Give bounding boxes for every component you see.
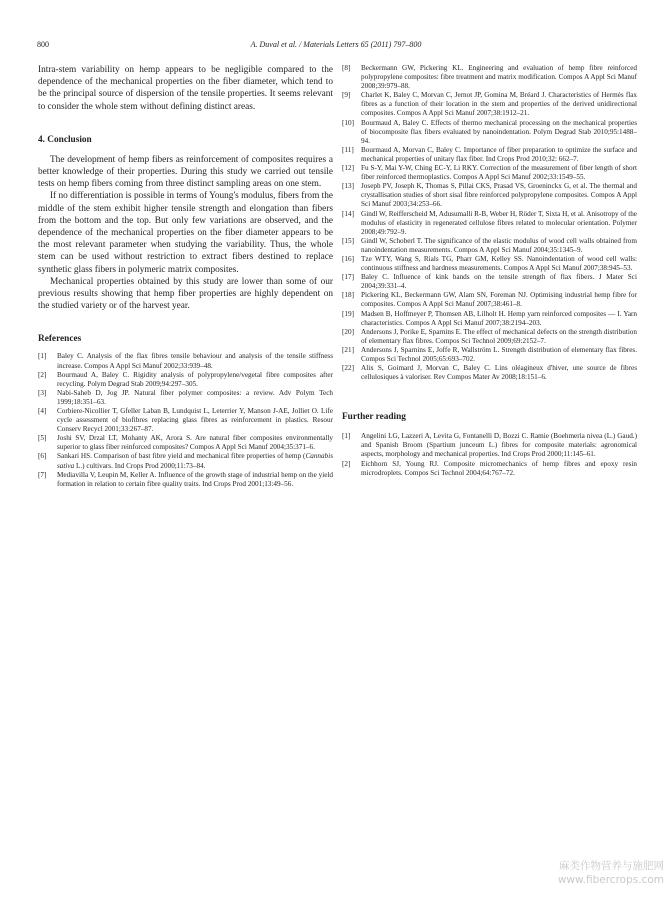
- references-list-right: [342, 64, 637, 382]
- reference-text: Corbiere-Nicollier T, Gfeller Laban B, Lundquist L, Leterrier Y, Manson J-AE, Jolliet O. Life cycle assessment of biofibres replacing glass fibres as reinforcement in plastics. Resour Conserv Recycl 2001;33:267–87.: [57, 407, 333, 434]
- reference-text: Joseph PV, Joseph K, Thomas S, Pillai CKS, Prasad VS, Groeninckx G, et al. The thermal and crystallisation studies of short sisal fibre reinforced polypropylene composites. Compos A Appl Sci Manuf 2003;34:253–66.: [361, 182, 637, 209]
- reference-text: Beckermann GW, Pickering KL. Engineering and evaluation of hemp fibre reinforced polypropylene composites: fibre treatment and matrix modification. Compos A Appl Sci Manuf 2008;39:979–88.: [361, 64, 637, 91]
- reference-number: [4]: [38, 407, 47, 416]
- reference-item: [342, 291, 637, 309]
- page-number: 800: [37, 40, 49, 49]
- reference-text: Alix S, Goimard J, Morvan C, Baley C. Lins oléagineux d'hiver, une source de fibres cellulosiques à valoriser. Rev Compos Mater Av 2008;18:151–6.: [361, 364, 637, 382]
- reference-number: [2]: [342, 459, 351, 468]
- further-reading-list: [342, 432, 637, 477]
- site-watermark: [558, 859, 664, 887]
- journal-citation: A. Duval et al. / Materials Letters 65 (2011) 797–800: [250, 40, 422, 49]
- reference-item: [38, 371, 333, 389]
- reference-number: [6]: [38, 452, 47, 461]
- reference-number: [7]: [38, 470, 47, 479]
- reference-number: [13]: [342, 182, 354, 191]
- reference-item: [342, 346, 637, 364]
- references-heading: References: [38, 334, 82, 345]
- reference-text: Joshi SV, Drzal LT, Mohanty AK, Arora S. Are natural fiber composites environmentally superior to glass fiber reinforced composites? Compos A Appl Sci Manuf 2004;35:371–6.: [57, 434, 333, 452]
- reference-text: Tze WTY, Wang S, Rials TG, Pharr GM, Kelley SS. Nanoindentation of wood cell walls: continuous stiffness and hardness measurements. Compos A Appl Sci Manuf 2007;38:945–53.: [361, 254, 637, 273]
- reference-number: [2]: [38, 370, 47, 379]
- reference-text: Baley C. Analysis of the flax fibres tensile behaviour and analysis of the tensile stiffness increase. Compos A Appl Sci Manuf 2002;33:939–48.: [57, 352, 333, 370]
- watermark-url: www.fibercrops.com: [557, 874, 664, 886]
- reference-item: [38, 471, 333, 489]
- reference-item: [342, 119, 637, 146]
- reference-text: Bourmaud A, Morvan C, Baley C. Importance of fiber preparation to optimize the surface and mechanical properties of unitary flax fiber. Ind Crops Prod 2010;32: 662–7.: [361, 145, 637, 163]
- reference-text: Bourmaud A, Baley C. Effects of thermo mechanical processing on the mechanical properties of biocomposite flax fibers evaluated by nanoindentation. Polym Degrad Stab 2010;95:1488–94.: [361, 118, 637, 145]
- right-column: [342, 64, 637, 478]
- reference-text: Nabi-Saheb D, Jog JP. Natural fiber polymer composites: a review. Adv Polym Tech 1999;18:351–63.: [57, 388, 333, 406]
- reference-item: [38, 389, 333, 407]
- reference-number: [17]: [342, 273, 354, 282]
- reference-number: [5]: [38, 434, 47, 443]
- reference-number: [15]: [342, 236, 354, 245]
- watermark-title: 麻类作物营养与施肥网: [559, 860, 664, 872]
- reference-text: Baley C. Influence of kink bands on the tensile strength of flax fibers. J Mater Sci 2004;39:331–4.: [361, 273, 637, 291]
- reference-item: [342, 64, 637, 91]
- reference-item: [342, 237, 637, 255]
- reference-item: [342, 310, 637, 328]
- reference-number: [18]: [342, 291, 354, 300]
- reference-item: [342, 164, 637, 182]
- conclusion-paragraph-2: If no differentiation is possible in terms of Young's modulus, fibers from the middle of the stem exhibit higher tensile strength and elongation than fibers from the bottom and the top. But only few variations are observed, and the dependence of the mechanical properties on the fiber diameter appears to be the most relevant parameter when studying the variability. Thus, the whole stem can be used without restriction to extract fibers destined to replace synthetic glass fibers in polymeric matrix composites.: [38, 191, 333, 275]
- reference-item: [342, 146, 637, 164]
- reference-item: [342, 255, 637, 273]
- reference-item: [342, 328, 637, 346]
- reference-number: [10]: [342, 118, 354, 127]
- reference-text: Andersons J, Sparnins E, Joffe R, Wallström L. Strength distribution of elementary flax fibres. Compos Sci Technol 2005;65:693–702.: [361, 345, 637, 363]
- reference-number: [1]: [38, 352, 47, 361]
- reference-text: Bourmaud A, Baley C. Rigidity analysis of polypropylene/vegetal fibre composites after recycling. Polym Degrad Stab 2009;94:297–305.: [57, 370, 333, 388]
- reference-number: [19]: [342, 309, 354, 318]
- reference-text: Pickering KL, Beckermann GW, Alam SN, Foreman NJ. Optimising industrial hemp fibre for composites. Compos A Appl Sci Manuf 2007;38:461–8.: [361, 291, 637, 309]
- reference-number: [9]: [342, 91, 351, 100]
- reference-number: [16]: [342, 254, 354, 263]
- reference-text: Gindl W, Schoberl T. The significance of the elastic modulus of wood cell walls obtained from nanoindentation measurements. Compos A Appl Sci Manuf 2004;35:1345–9.: [361, 236, 637, 254]
- left-column: [38, 64, 333, 489]
- reference-text: Eichhorn SJ, Young RJ. Composite micromechanics of hemp fibres and epoxy resin microdroplets. Compos Sci Technol 2004;64:767–72.: [361, 459, 637, 477]
- reference-number: [22]: [342, 364, 354, 373]
- intro-paragraph: Intra-stem variability on hemp appears to be negligible compared to the dependence of the mechanical properties on the fiber diameter, which tend to be the principal source of dispersion of the tensile properties. It seems relevant to consider the whole stem without defining distinct areas.: [38, 65, 333, 112]
- reference-item: [342, 210, 637, 237]
- reference-item: [38, 434, 333, 452]
- running-header: [0, 40, 672, 52]
- further-reading-heading: Further reading: [342, 412, 406, 423]
- reference-text: Gindl W, Reifferscheid M, Adusumalli R-B, Weber H, Röder T, Sixta H, et al. Anisotropy of the modulus of elasticity in regenerated cellulose fibres related to molecular orientation. Polymer 2008;49:792–9.: [361, 209, 637, 236]
- reference-item: [38, 452, 333, 470]
- species-name: Cannabis sativa: [57, 452, 333, 470]
- conclusion-paragraph-3: Mechanical properties obtained by this study are lower than some of our previous results showing that hemp fiber properties are highly dependent on the studied variety or of the harvest year.: [38, 276, 333, 312]
- reference-text: Charlet K, Baley C, Morvan C, Jernot JP, Gomina M, Bréard J. Characteristics of Hermès flax fibres as a function of their location in the stem and properties of the derived unidirectional composites. Compos A Appl Sci Manuf 2007;38:1912–21.: [361, 91, 637, 118]
- reference-number: [3]: [38, 388, 47, 397]
- reference-text: Sankari HS. Comparison of bast fibre yield and mechanical fibre properties of hemp (Cannabis sativa L.) cultivars. Ind Crops Prod 2000;11:73–84.: [57, 452, 333, 470]
- conclusion-paragraph-1: The development of hemp fibers as reinforcement of composites requires a better knowledge of their properties. During this study we carried out tensile tests on hemp fibers coming from three distinct sampling areas on one stem.: [38, 154, 333, 190]
- reference-number: [14]: [342, 209, 354, 218]
- reference-text: Fu S-Y, Mai Y-W, Ching EC-Y, Li RKY. Correction of the measurement of fiber length of short fiber reinforced thermoplastics. Compos A Appl Sci Manuf 2002;33:1549–55.: [361, 164, 637, 182]
- reference-item: [342, 273, 637, 291]
- reference-item: [38, 407, 333, 434]
- reference-text: Angelini LG, Lazzeri A, Levita G, Fontanelli D, Bozzi C. Ramie (Boehmeria nivea (L.) Gaud.) and Spanish Broom (Spartium junceum L.) fibres for composite materials: agronomical aspects, morphology and mechanical properties. Ind Crops Prod 2000;11:145–61.: [361, 432, 637, 459]
- reference-number: [11]: [342, 145, 354, 154]
- reference-item: [38, 352, 333, 370]
- further-reading-item: [342, 432, 637, 459]
- conclusion-heading: 4. Conclusion: [38, 134, 92, 145]
- reference-number: [21]: [342, 345, 354, 354]
- reference-item: [342, 91, 637, 118]
- reference-item: [342, 364, 637, 382]
- reference-item: [342, 182, 637, 209]
- reference-text: Andersons J, Porike E, Sparnins E. The effect of mechanical defects on the strength distribution of elementary flax fibres. Compos Sci Technol 2009;69:2152–7.: [361, 327, 637, 345]
- reference-text: Mediavilla V, Leupin M, Keller A. Influence of the growth stage of industrial hemp on the yield formation in relation to certain fibre quality traits. Ind Crops Prod 2001;13:49–56.: [57, 470, 333, 488]
- further-reading-item: [342, 460, 637, 478]
- reference-number: [8]: [342, 64, 351, 72]
- reference-number: [20]: [342, 327, 354, 336]
- references-list-left: [38, 352, 333, 488]
- reference-number: [1]: [342, 432, 351, 441]
- reference-number: [12]: [342, 164, 354, 173]
- reference-text: Madsen B, Hoffmeyer P, Thomsen AB, Lilholt H. Hemp yarn reinforced composites — I. Yarn characteristics. Compos A Appl Sci Manuf 2007;38:2194–203.: [361, 309, 637, 327]
